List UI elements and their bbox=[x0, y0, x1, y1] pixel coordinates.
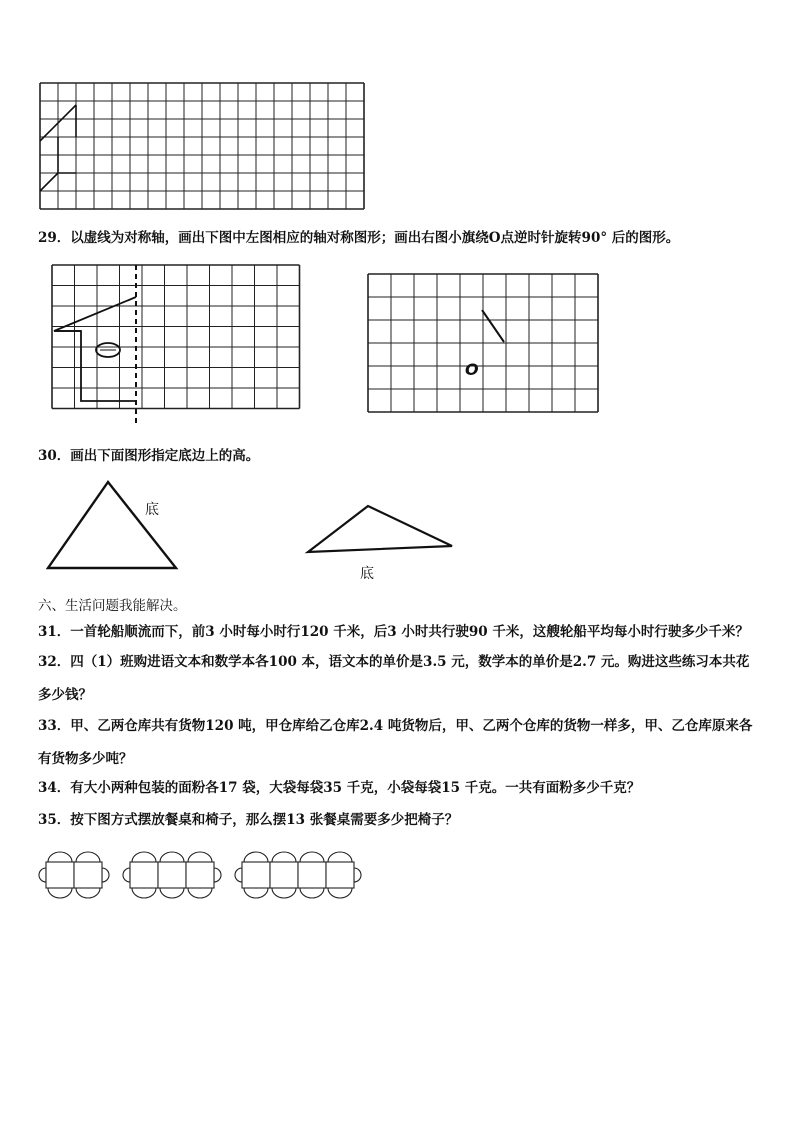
base-label-2: 底 bbox=[360, 566, 374, 582]
question-30: 30．画出下面图形指定底边上的高。 bbox=[38, 448, 260, 464]
base-label-1: 底 bbox=[145, 502, 159, 518]
table bbox=[270, 862, 298, 888]
house-shape bbox=[54, 297, 136, 401]
question-32: 32．四（1）班购进语文本和数学本各100 本，语文本的单价是3.5 元，数学本的单价是2.7 元。购进这些练习本共花多少钱？ bbox=[38, 654, 750, 703]
section-6-heading: 六、生活问题我能解决。 bbox=[38, 598, 187, 614]
question-29: 29．以虚线为对称轴，画出下图中左图相应的轴对称图形；画出右图小旗绕O点逆时针旋转90° 后的图形。 bbox=[38, 230, 680, 246]
triangle-1 bbox=[44, 478, 184, 574]
question-34: 34．有大小两种包装的面粉各17 袋，大袋每袋35 千克，小袋每袋15 千克。一共有面粉多少千克？ bbox=[38, 780, 641, 796]
table bbox=[74, 862, 102, 888]
table bbox=[46, 862, 74, 888]
triangle-2 bbox=[304, 502, 456, 558]
question-31: 31．一首轮船顺流而下，前3 小时每小时行120 千米，后3 小时共行驶90 千米，这艘轮船平均每小时行驶多少千米？ bbox=[38, 624, 749, 640]
table bbox=[158, 862, 186, 888]
question-35: 35．按下图方式摆放餐桌和椅子，那么摆13 张餐桌需要多少把椅子？ bbox=[38, 812, 459, 828]
point-o-label: O bbox=[465, 360, 479, 379]
question-33: 33．甲、乙两仓库共有货物120 吨，甲仓库给乙仓库2.4 吨货物后，甲、乙两个仓库的货物一样多，甲、乙仓库原来各有货物多少吨？ bbox=[38, 718, 753, 767]
table bbox=[130, 862, 158, 888]
table bbox=[186, 862, 214, 888]
shape-edge bbox=[40, 173, 58, 191]
top-grid-figure bbox=[40, 83, 370, 215]
rotation-grid-figure bbox=[368, 274, 604, 414]
table bbox=[326, 862, 354, 888]
table bbox=[242, 862, 270, 888]
flag-pole bbox=[482, 310, 504, 342]
symmetry-grid-figure bbox=[52, 265, 312, 425]
table bbox=[298, 862, 326, 888]
tables-chairs-figure bbox=[38, 852, 368, 902]
